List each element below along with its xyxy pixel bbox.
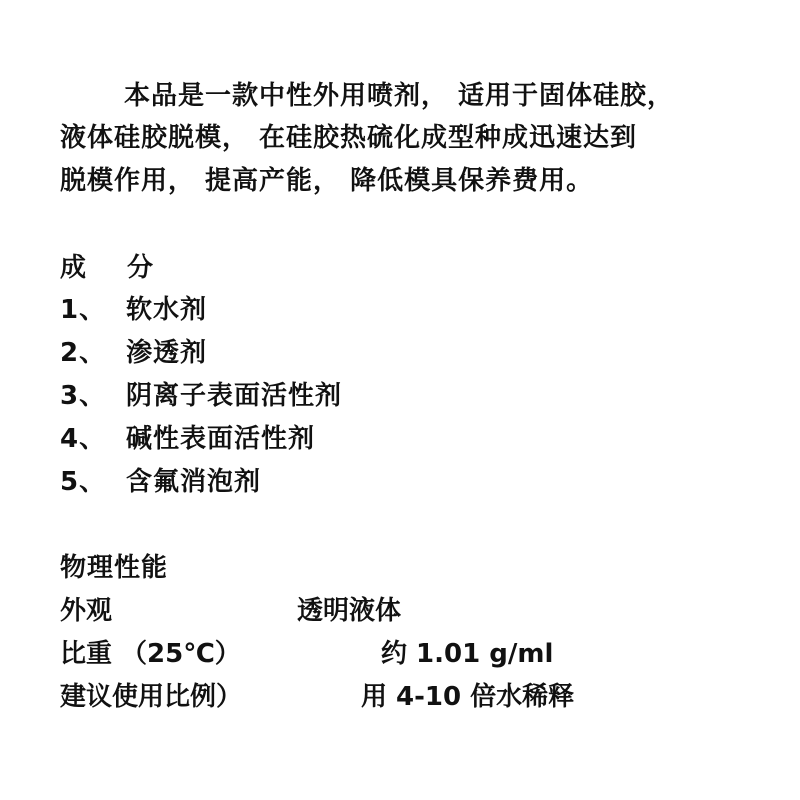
composition-item [60,337,207,369]
item-number: 5、 [60,467,107,497]
intro-line-3: 脱模作用， 提高产能， 降低模具保养费用。 [60,166,594,196]
property-label: 外观 [60,596,113,626]
property-value: 用 4-10 倍水稀释 [361,682,575,712]
composition-item [60,294,207,326]
property-row-density [60,638,554,670]
intro-line-2: 液体硅胶脱模， 在硅胶热硫化成型种成迅速达到 [60,123,638,153]
item-number: 4、 [60,424,107,454]
item-text: 渗透剂 [126,338,208,368]
composition-item [60,380,342,412]
composition-heading-right: 分 [127,253,155,283]
composition-heading-left: 成 [60,253,88,283]
composition-item [60,423,315,455]
composition-heading [60,252,154,284]
item-text: 阴离子表面活性剂 [126,381,343,411]
property-label: 比重 （25℃） [60,639,241,669]
item-number: 2、 [60,338,107,368]
physical-properties-heading: 物理性能 [60,553,169,583]
property-value: 透明液体 [297,596,402,626]
property-row-appearance [60,595,402,627]
property-label: 建议使用比例） [60,682,243,712]
item-number: 1、 [60,295,107,325]
property-value: 约 1.01 g/ml [381,639,554,669]
item-text: 含氟消泡剂 [126,467,262,497]
item-text: 软水剂 [126,295,208,325]
property-row-dilution [60,681,575,713]
intro-line-1: 本品是一款中性外用喷剂， 适用于固体硅胶， [124,81,675,111]
item-text: 碱性表面活性剂 [126,424,316,454]
composition-item [60,466,261,498]
item-number: 3、 [60,381,107,411]
